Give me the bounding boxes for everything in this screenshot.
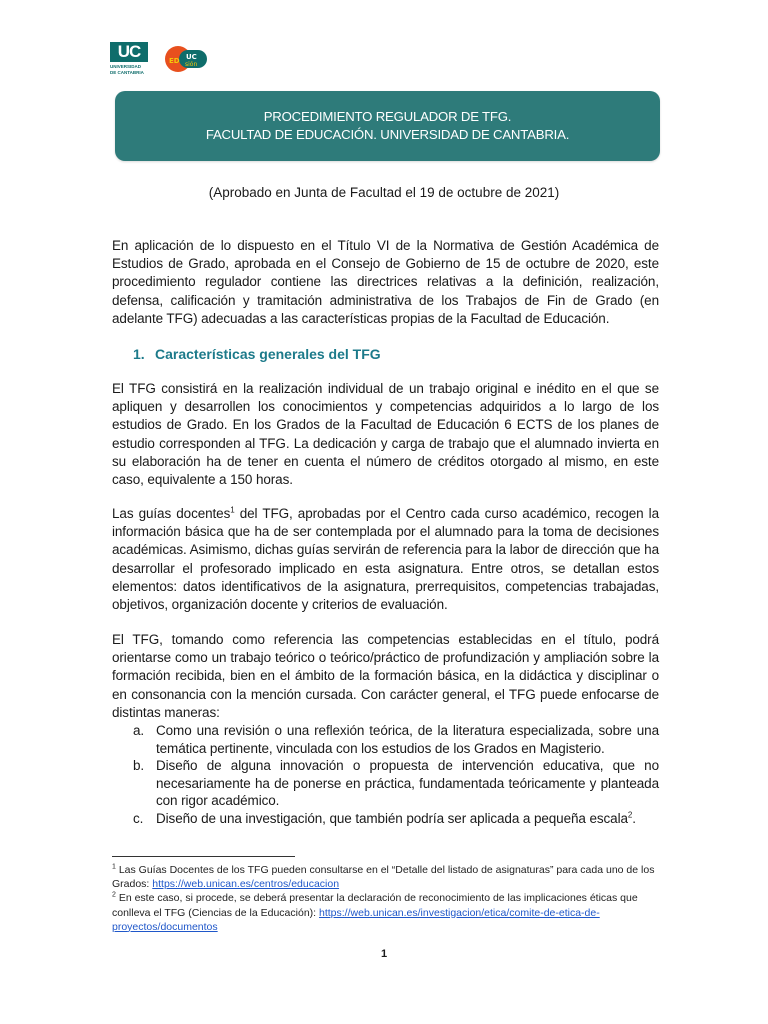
footnote-separator <box>112 856 295 857</box>
approach-list <box>133 722 659 827</box>
section-title: Características generales del TFG <box>155 346 381 362</box>
uc-logo-subtitle: UNIVERSIDAD DE CANTABRIA <box>110 64 144 75</box>
footnote-1-link[interactable]: https://web.unican.es/centros/educacion <box>152 878 340 891</box>
ucsion-logo-ed: ED <box>169 57 180 65</box>
list-item: a. Como una revisión o una reflexión teórica, de la literatura especializada, sobre una temática pertinente, vinculada con los estudios de los Grados en Magisterio. <box>133 723 659 756</box>
list-marker: a. <box>133 723 145 738</box>
ucsion-logo-uc: UC <box>186 53 197 61</box>
footnotes <box>112 863 659 934</box>
intro-paragraph: En aplicación de lo dispuesto en el Título VI de la Normativa de Gestión Académica de Estudios de Grado, aprobada en el Consejo de Gobierno de 15 de octubre de 2020, este procedimiento regulador contiene las directrices relativas a la definición, realización, defensa, calificación y tramitación administrativa de los Trabajos de Fin de Grado (en adelante TFG) adecuadas a las características propias de la Facultad de Educación. <box>112 238 659 326</box>
teaching-guides-paragraph: Las guías docentes$^1$ del TFG, aprobadas por el Centro cada curso académico, recogen la información básica que ha de ser contemplada por el alumnado para la toma de decisiones académicas. Asimismo, dichas guías servirán de referencia para la labor de dirección que ha desarrollar el profesorado implicado en esta asignatura. Entre otros, se detallan estos elementos: datos identificativos de la asignatura, prerrequisitos, competencias trabajadas, objetivos, organización docente y criterios de evaluación. <box>112 505 659 613</box>
document-title-line-1: PROCEDIMIENTO REGULADOR DE TFG. <box>263 109 512 124</box>
footnote-1: $^1$ Las Guías Docentes de los TFG pueden consultarse en el “Detalle del listado de asignaturas” para cada uno de los Grados: https://web.unican.es/centros/educacion <box>112 863 655 891</box>
list-marker: b. <box>133 758 145 773</box>
uc-logo <box>110 42 150 78</box>
section-heading-1 <box>133 345 381 363</box>
footnote-ref-1[interactable]: 1 <box>230 505 235 515</box>
footnote-ref-2[interactable]: 2 <box>627 810 633 819</box>
document-title-line-2: FACULTAD DE EDUCACIÓN. UNIVERSIDAD DE CANTABRIA. <box>205 127 570 142</box>
list-item: c. Diseño de una investigación, que también podría ser aplicada a pequeña escala$^2$. <box>133 810 636 826</box>
section-number: 1. <box>133 346 145 362</box>
ucsion-logo <box>163 44 209 74</box>
footnote-2-link[interactable]: https://web.unican.es/investigacion/etica/comite-de-etica-de-proyectos/documentos <box>112 906 600 933</box>
uc-logo-mark: UC <box>110 42 148 62</box>
list-item: b. Diseño de alguna innovación o propuesta de intervención educativa, que no necesariamente ha de ponerse en práctica, fundamentada teóricamente y planteada con rigor académico. <box>133 758 659 808</box>
orientation-paragraph: El TFG, tomando como referencia las competencias establecidas en el título, podrá orientarse como un trabajo teórico o teórico/práctico de profundización y ampliación sobre la formación recibida, bien en el ámbito de la formación básica, en la didáctica y disciplinar o en consonancia con la mención cursada. Con carácter general, el TFG puede enfocarse de distintas maneras: <box>112 632 659 720</box>
footnote-2: $^2$ En este caso, si procede, se deberá presentar la declaración de reconocimiento de las implicaciones éticas que conlleva el TFG (Ciencias de la Educación): https://web.unican.es/investigacion/etica/comite-de-etica-de-proyectos/documentos <box>112 891 638 933</box>
general-characteristics-paragraph: El TFG consistirá en la realización individual de un trabajo original e inédito en el que se apliquen y desarrollen los conocimientos y competencias adquiridos a lo largo de los estudios de Grado. En los Grados de la Facultad de Educación 6 ECTS de los planes de estudio corresponden al TFG. La dedicación y carga de trabajo que el alumnado invierta en su elaboración ha de tener en cuenta el número de créditos otorgado al mismo, en este caso, equivalente a 150 horas. <box>112 381 659 488</box>
approval-note: (Aprobado en Junta de Facultad el 19 de octubre de 2021) <box>208 185 560 200</box>
ucsion-logo-sion: sión <box>185 61 198 68</box>
document-title-box <box>115 91 660 161</box>
list-marker: c. <box>133 810 144 826</box>
page-number: 1 <box>380 948 388 960</box>
